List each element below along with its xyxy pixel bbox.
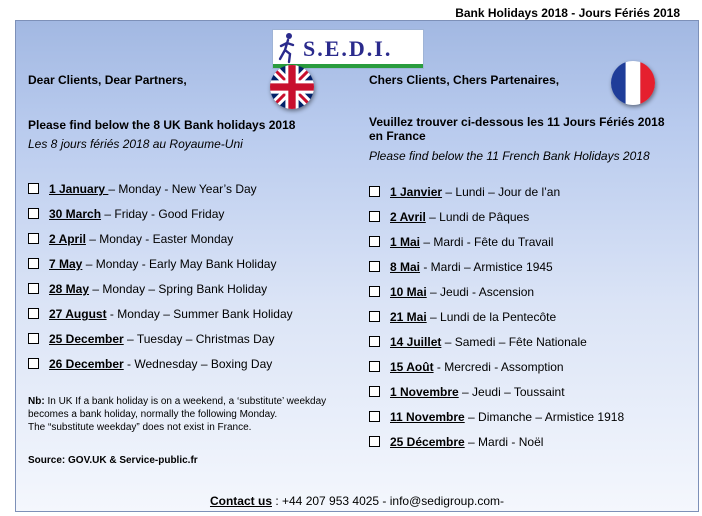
running-figure-icon bbox=[277, 32, 297, 64]
checkbox-icon bbox=[28, 283, 39, 294]
holiday-date: 26 December bbox=[49, 357, 124, 371]
holiday-date: 1 Novembre bbox=[390, 385, 459, 399]
holiday-date: 11 Novembre bbox=[390, 410, 465, 424]
holiday-detail: – Mardi - Noël bbox=[464, 435, 544, 449]
source-line: Source: GOV.UK & Service-public.fr bbox=[28, 455, 198, 466]
checkbox-icon bbox=[369, 286, 380, 297]
checkbox-icon bbox=[28, 308, 39, 319]
holiday-detail: – Tuesday – Christmas Day bbox=[123, 332, 275, 346]
logo-text: S.E.D.I. bbox=[303, 36, 393, 61]
fr-intro bbox=[369, 115, 679, 143]
checkbox-icon bbox=[28, 333, 39, 344]
holiday-date: 25 December bbox=[49, 332, 124, 346]
checkbox-icon bbox=[369, 386, 380, 397]
holiday-detail: - Wednesday – Boxing Day bbox=[123, 357, 273, 371]
france-flag-icon bbox=[611, 61, 655, 105]
holiday-date: 28 May bbox=[49, 282, 90, 296]
holiday-detail: – Friday - Good Friday bbox=[101, 207, 225, 221]
holiday-date: 14 Juillet bbox=[390, 335, 442, 349]
note-line-3: The “substitute weekday” does not exist in France. bbox=[28, 422, 252, 433]
holiday-detail: - Mardi – Armistice 1945 bbox=[420, 260, 553, 274]
checkbox-icon bbox=[369, 311, 380, 322]
holiday-detail: - Mercredi - Assomption bbox=[433, 360, 564, 374]
holiday-date: 1 Janvier bbox=[390, 185, 443, 199]
contact-details[interactable]: : +44 207 953 4025 - info@sedigroup.com- bbox=[272, 494, 504, 508]
holiday-date: 2 April bbox=[49, 232, 86, 246]
note-prefix: Nb: bbox=[28, 396, 45, 407]
holiday-detail: – Lundi – Jour de l’an bbox=[442, 185, 561, 199]
uk-flag-icon bbox=[270, 65, 314, 109]
uk-intro: Please find below the 8 UK Bank holidays 2018 bbox=[28, 118, 296, 132]
holiday-date: 7 May bbox=[49, 257, 83, 271]
holiday-date: 10 Mai bbox=[390, 285, 427, 299]
checkbox-icon bbox=[369, 361, 380, 372]
fr-intro-line-2: en France bbox=[369, 129, 426, 143]
checkbox-icon bbox=[28, 258, 39, 269]
holiday-date: 21 Mai bbox=[390, 310, 427, 324]
content-panel bbox=[15, 20, 699, 512]
checkbox-icon bbox=[28, 233, 39, 244]
checkbox-icon bbox=[369, 436, 380, 447]
header-title: Bank Holidays 2018 - Jours Fériés 2018 bbox=[455, 6, 680, 20]
fr-subtitle: Please find below the 11 French Bank Holidays 2018 bbox=[369, 149, 650, 163]
checkbox-icon bbox=[369, 411, 380, 422]
holiday-date: 27 August bbox=[49, 307, 107, 321]
checkbox-icon bbox=[369, 186, 380, 197]
holiday-date: 8 Mai bbox=[390, 260, 421, 274]
uk-greeting: Dear Clients, Dear Partners, bbox=[28, 73, 187, 87]
holiday-date: 1 Mai bbox=[390, 235, 421, 249]
note-line-2: becomes a bank holiday, normally the following Monday. bbox=[28, 409, 278, 420]
checkbox-icon bbox=[28, 183, 39, 194]
holiday-date: 2 Avril bbox=[390, 210, 426, 224]
checkbox-icon bbox=[369, 261, 380, 272]
holiday-date: 30 March bbox=[49, 207, 102, 221]
holiday-detail: – Monday - Easter Monday bbox=[85, 232, 234, 246]
uk-subtitle: Les 8 jours fériés 2018 au Royaume-Uni bbox=[28, 137, 243, 151]
holiday-date: 15 Août bbox=[390, 360, 434, 374]
contact-label: Contact us bbox=[209, 494, 272, 508]
holiday-detail: - Monday – Summer Bank Holiday bbox=[106, 307, 293, 321]
fr-greeting: Chers Clients, Chers Partenaires, bbox=[369, 73, 560, 87]
holiday-date: 25 Décembre bbox=[390, 435, 465, 449]
holiday-detail: – Monday - New Year’s Day bbox=[108, 182, 257, 196]
checkbox-icon bbox=[369, 336, 380, 347]
holiday-detail: – Jeudi – Toussaint bbox=[458, 385, 565, 399]
holiday-detail: – Lundi de la Pentecôte bbox=[426, 310, 557, 324]
checkbox-icon bbox=[369, 211, 380, 222]
fr-intro-line-1: Veuillez trouver ci-dessous les 11 Jours Fériés 2018 bbox=[369, 115, 665, 129]
checkbox-icon bbox=[369, 236, 380, 247]
holiday-detail: – Monday - Early May Bank Holiday bbox=[82, 257, 277, 271]
contact-line bbox=[16, 494, 698, 508]
holiday-detail: – Dimanche – Armistice 1918 bbox=[464, 410, 625, 424]
note-line-1: In UK If a bank holiday is on a weekend, a ‘substitute’ weekday bbox=[44, 396, 327, 407]
holiday-detail: – Samedi – Fête Nationale bbox=[441, 335, 587, 349]
checkbox-icon bbox=[28, 358, 39, 369]
uk-note bbox=[28, 395, 338, 434]
holiday-detail: – Mardi - Fête du Travail bbox=[420, 235, 554, 249]
holiday-date: 1 January bbox=[49, 182, 109, 196]
holiday-detail: – Monday – Spring Bank Holiday bbox=[89, 282, 268, 296]
checkbox-icon bbox=[28, 208, 39, 219]
sedi-logo bbox=[272, 29, 424, 69]
holiday-detail: – Jeudi - Ascension bbox=[426, 285, 535, 299]
holiday-detail: – Lundi de Pâques bbox=[425, 210, 530, 224]
